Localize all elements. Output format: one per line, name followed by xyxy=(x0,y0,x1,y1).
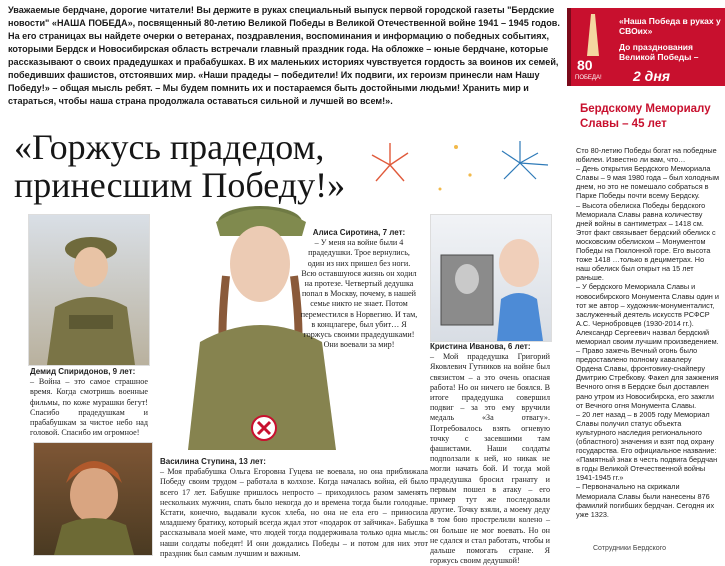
svg-text:80: 80 xyxy=(577,57,593,73)
caption-vasilina xyxy=(160,457,428,559)
svg-text:ПОБЕДА!: ПОБЕДА! xyxy=(575,75,602,81)
promo-title: «Наша Победа в руках у СВОих» xyxy=(619,16,721,36)
caption-alisa xyxy=(300,228,418,350)
child-name: Кристина Иванова, 6 лет: xyxy=(430,342,531,351)
logo-80-pobeda xyxy=(573,12,617,82)
photo-vasilina xyxy=(33,442,153,556)
promo-stripe xyxy=(567,8,571,86)
sidebar-footer: Сотрудники Бердского xyxy=(593,545,666,552)
sidebar-body xyxy=(576,146,719,519)
child-story: – Моя прабабушка Ольга Егоровна Гуцева не воевала, но она приближала Победу своим трудом – работала в колхозе. Когда началась война, ей было всего 17 лет. Бабушке пришлось непросто – приходилось разом заменять нескольких мужчин, спать было некогда до и времена тогда были голодные. Кстати, конечно, выдавали кусок хлеба, но она не ела его – приносила младшему братику, который всегда ждал этот «подарок от зайчика». Бабушка рассказывала моей маме, что людей тогда поддерживала только одна мысль: наши солдаты победят! И они дождались Победы – и потом для них этот праздник был самым лучшим и важным. xyxy=(160,467,428,558)
child-story: – Война – это самое страшное время. Когда смотришь военные фильмы, по коже мурашки бегут! Спасибо прадедушкам и прабабушкам за чистое небо над головой. Спасибо им огромное! xyxy=(30,377,148,438)
child-name: Василина Ступина, 13 лет: xyxy=(160,457,266,466)
sidebar-paragraph: – У бердского Мемориала Славы и новосибирского Монумента Славы один и тот же автор – художник-монументалист, заслуженный деятель искусств РСФСР А.С. Чернобровцев (1930-2014 гг.). Александр Сергеевич назвал бердский мемориал своим лучшим произведением. xyxy=(576,282,719,346)
sidebar xyxy=(567,0,725,554)
sidebar-title: Бердскому Мемориалу Славы – 45 лет xyxy=(580,103,711,130)
photo-demid xyxy=(28,214,150,366)
child-name: Демид Спиридонов, 9 лет: xyxy=(30,367,136,376)
sidebar-paragraph: – Первоначально на скрижали Мемориала Славы были нанесены 876 фамилий погибших бердчан. Сегодня их уже 1323. xyxy=(576,482,715,519)
intro-paragraph: Уважаемые бердчане, дорогие читатели! Вы держите в руках специальный выпуск первой городской газеты "Бердские новости" «НАША ПОБЕДА», посвященный 80-летию Великой Победы в Великой Отечественной войне 1941 – 1945 годов. На его страницах вы найдете очерки о ветеранах, поздравления, воспоминания и информацию о победных событиях, которыми Бердск и Новосибирская область встречали главный праздник года. На обложке – юные бердчане, которые рассказывают о своих прадедушках и прабабушках. В их маленьких историях чувствуется гордость за воинов их семей, победивших фашистов, отстоявших мир. «Наши прадеды – победители! Их подвиги, их героизм принесли нам Нашу Победу!» – общая мысль ребят. – Мы будем помнить их и постараемся быть достойными людьми! Хранить мир и стараться, чтобы наша страна продолжала оставаться сильной и лучшей во всем!». xyxy=(8,5,560,106)
sidebar-paragraph: – Высота обелиска Победы бердского Мемориала Славы равна количеству дней войны в сантиметрах – 1418 см. Этот факт связывает бердский обелиск с московским обелиском – Монументом Победы на Поклонной горе. Его высота тоже 1418 …только в дециметрах. Но наш обелиск был открыт на 15 лет раньше. xyxy=(576,200,716,283)
sidebar-paragraph: – Право зажечь Вечный огонь было предоставлено полному кавалеру Ордена Славы, фронтовику-снайперу Дмитрию Стребкову. Факел для зажжения Вечного огня в Бердске был доставлен рано утром из Новосибирска, его зажгли от Вечного огня Монумента Славы. xyxy=(576,346,719,410)
child-name: Алиса Сиротина, 7 лет: xyxy=(312,228,406,237)
promo-days: 2 дня xyxy=(633,68,671,84)
headline: «Горжусь прадедом, принесшим Победу!» xyxy=(14,127,346,205)
child-story: – Мой прадедушка Григорий Яковлевич Гутников на войне был связистом – а это очень опасная работа! Но он ничего не боялся. В итоге прадедушка совершил подвиг – за это ему вручили медаль «За отвагу». Потребовалось взять огневую точку с засевшими там фашистами. Наши солдаты подползали к ней, но никак не могли начать бой. И тогда мой прадедушка бросил гранату и первым пошел в атаку – его пример тут же последовали другие. Точку взяли, а моему деду в том бою прострелили колено – он больше не мог воевать. Но он не сдался и стал работать, чтобы и дальше помогать стране. Я горжусь своим дедушкой! xyxy=(430,352,550,566)
caption-demid xyxy=(30,367,148,438)
promo-countdown-label: До празднования Великой Победы – xyxy=(619,42,699,62)
sidebar-paragraph: – 20 лет назад – в 2005 году Мемориал Славы получил статус объекта культурного наследия регионального (областного) значения и взят под охрану государства. Его официальное название: «Памятный знак в честь подвига бердчан в годы Великой Отечественной войны 1941-1945 гг.» xyxy=(576,409,718,483)
caption-kristina xyxy=(430,342,550,566)
photo-kristina xyxy=(430,214,552,342)
child-story: – У меня на войне были 4 прадедушки. Трое вернулись, один из них пришел без ноги. Всю оставшуюся жизнь он ходил на протезе. Четвертый дедушка попал в Москву, почему, в нашей семье никто не знает. Потом переместился в Норвегию. И там, в концлагере, был убит… Я горжусь своими прадедушками! Они воевали за мир! xyxy=(300,238,418,350)
promo-banner xyxy=(567,8,725,86)
sidebar-paragraph: Сто 80-летию Победы богат на победные юбилеи. Известно ли вам, что… xyxy=(576,146,717,165)
sidebar-paragraph: – День открытия Бердского Мемориала Славы – 9 мая 1980 года – был холодным днем, но это не помешало собраться в Парке Победы почти всему Бердску. xyxy=(576,164,720,201)
